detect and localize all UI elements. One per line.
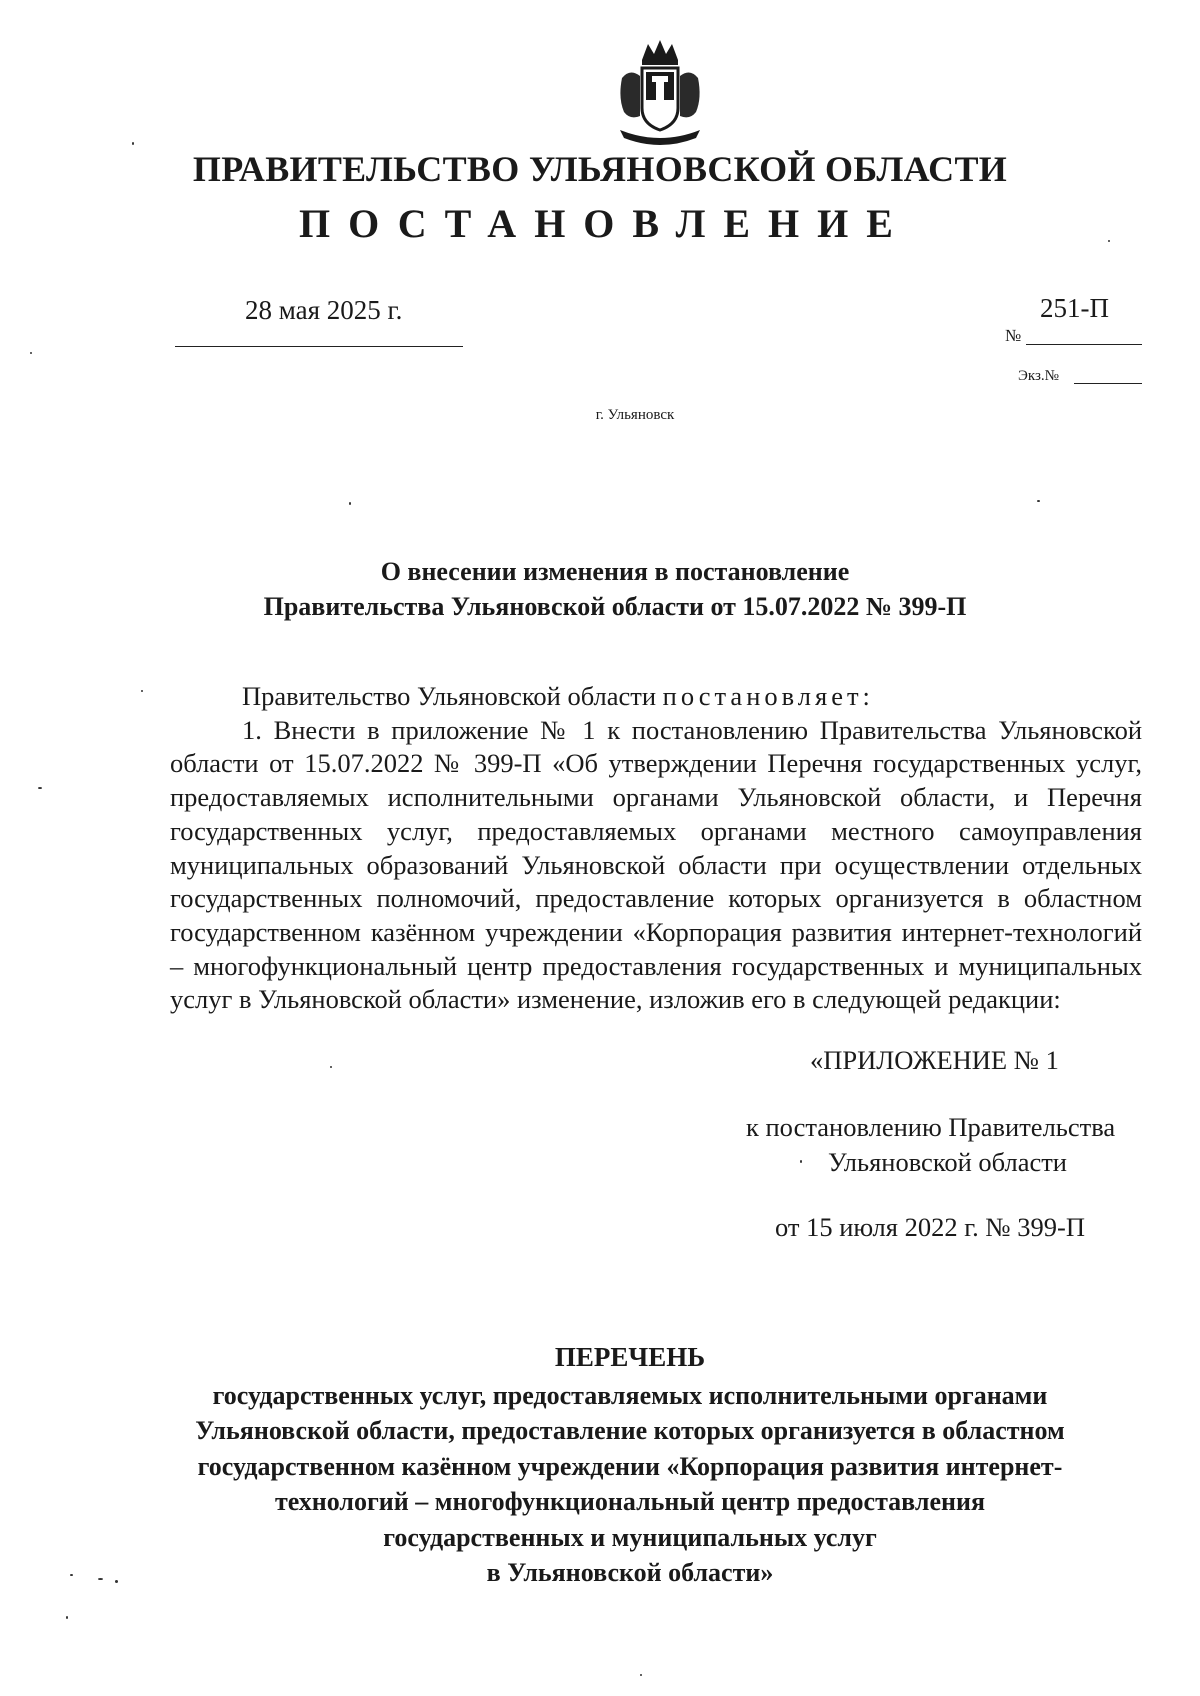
list-subtitle-line: государственных услуг, предоставляемых исполнительными органами bbox=[212, 1380, 1048, 1410]
list-heading: ПЕРЕЧЕНЬ bbox=[554, 1342, 706, 1372]
scan-speck bbox=[1037, 500, 1040, 502]
scan-speck bbox=[98, 1578, 103, 1580]
appendix-reference: Ульяновской области bbox=[828, 1147, 1067, 1177]
scan-speck bbox=[115, 1580, 118, 1583]
copy-number-underline bbox=[1074, 383, 1142, 384]
scan-speck bbox=[38, 787, 42, 789]
scan-speck bbox=[330, 1066, 332, 1068]
appendix-reference: к постановлению Правительства bbox=[746, 1112, 1116, 1142]
list-subtitle-line: государственных и муниципальных услуг bbox=[383, 1522, 877, 1552]
list-subtitle-line: технологий – многофункциональный центр предоставления bbox=[274, 1487, 986, 1516]
document-number: 251-П bbox=[1040, 293, 1109, 323]
document-body bbox=[170, 680, 1142, 1017]
document-subject bbox=[0, 554, 1200, 624]
subject-line: О внесении изменения в постановление bbox=[380, 557, 850, 586]
document-type-title: ПОСТАНОВЛЕНИЕ bbox=[299, 201, 911, 246]
list-subtitle bbox=[60, 1378, 1200, 1591]
document-date: 28 мая 2025 г. bbox=[245, 295, 403, 325]
number-sign: № bbox=[1005, 326, 1022, 345]
subject-line: Правительства Ульяновской области от 15.07.2022 № 399-П bbox=[263, 592, 967, 621]
appendix-title: «ПРИЛОЖЕНИЕ № 1 bbox=[810, 1045, 1059, 1075]
appendix-reference: от 15 июля 2022 г. № 399-П bbox=[775, 1212, 1085, 1242]
intro-lead: Правительство Ульяновской области bbox=[242, 681, 657, 711]
number-underline bbox=[1026, 344, 1142, 345]
scan-speck bbox=[800, 1160, 802, 1163]
scan-speck bbox=[30, 352, 32, 354]
copy-number-label: Экз.№ bbox=[1018, 368, 1059, 384]
government-title: ПРАВИТЕЛЬСТВО УЛЬЯНОВСКОЙ ОБЛАСТИ bbox=[192, 149, 1008, 189]
scan-speck bbox=[141, 690, 143, 692]
scan-speck bbox=[70, 1574, 73, 1576]
list-subtitle-line: в Ульяновской области» bbox=[486, 1558, 774, 1587]
scan-speck bbox=[349, 502, 351, 505]
scan-speck bbox=[132, 142, 134, 145]
intro-paragraph bbox=[170, 680, 1142, 714]
date-underline bbox=[175, 346, 463, 347]
list-title-block bbox=[0, 1340, 1200, 1591]
coat-of-arms-icon bbox=[612, 38, 708, 150]
list-subtitle-line: Ульяновской области, предоставление которых организуется в областном bbox=[195, 1416, 1065, 1445]
scan-speck bbox=[640, 1674, 642, 1676]
list-subtitle-line: государственном казённом учреждении «Корпорация развития интернет- bbox=[197, 1451, 1063, 1481]
point-1-paragraph: 1. Внести в приложение № 1 к постановлению Правительства Ульяновской области от 15.07.2022 № 399-П «Об утверждении Перечня государственных услуг, предоставляемых исполнительными органами Ульяновской области, и Перечня государственных услуг, предоставляемых органами местного самоуправления муниципальных образований Ульяновской области при осуществлении отдельных государственных полномочий, предоставление которых организуется в областном государственном казённом учреждении «Корпорация развития интернет-технологий – многофункциональный центр предоставления государственных и муниципальных услуг в Ульяновской области» изменение, изложив его в следующей редакции: bbox=[170, 714, 1142, 1015]
city-name: г. Ульяновск bbox=[595, 407, 675, 423]
intro-verb: постановляет: bbox=[662, 681, 874, 711]
scan-speck bbox=[66, 1616, 68, 1619]
scan-speck bbox=[1108, 240, 1110, 242]
